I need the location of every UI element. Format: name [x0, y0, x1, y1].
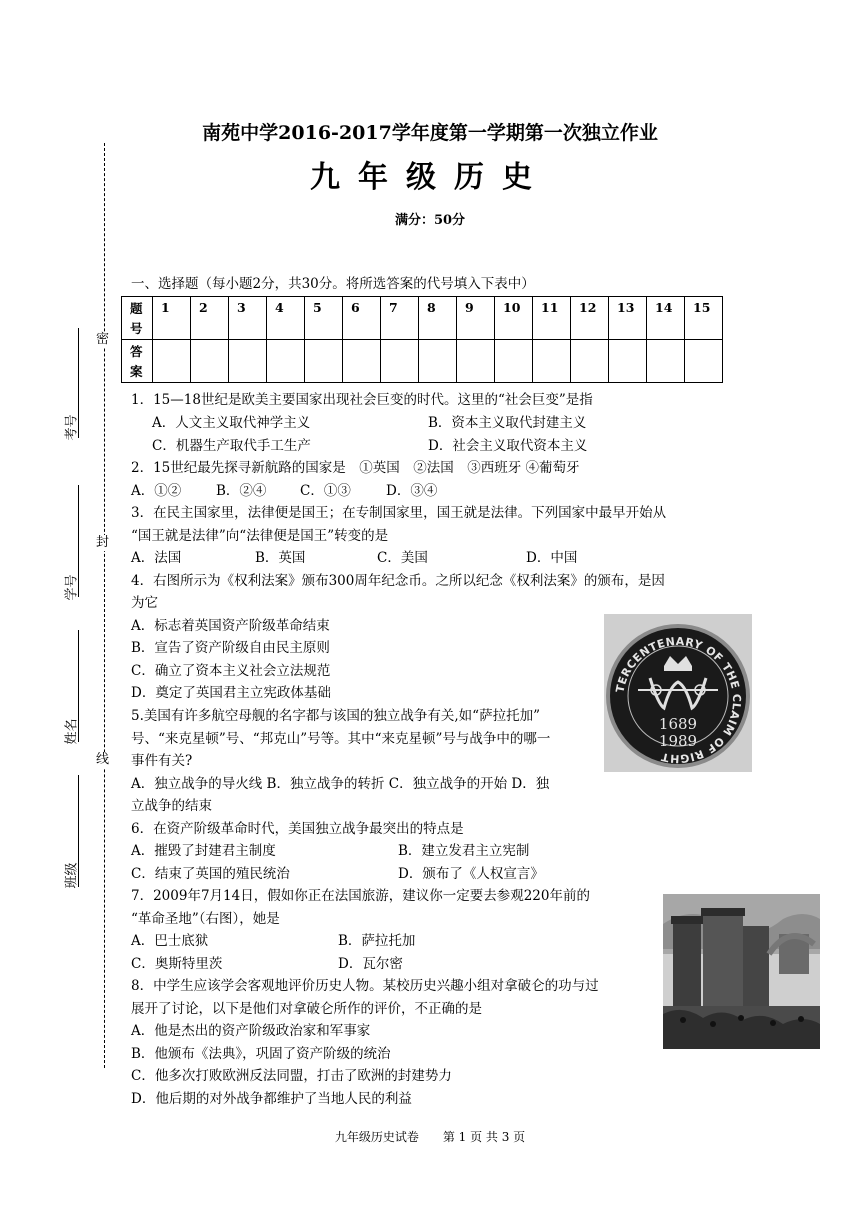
q5-options-cont: 立战争的结束	[131, 798, 212, 814]
table-row-answers	[122, 340, 723, 383]
q3-option-b: B．英国	[255, 550, 306, 566]
q2-option-c: C．①③	[300, 483, 351, 499]
answer-cell-15[interactable]	[685, 340, 723, 383]
answer-cell-1[interactable]	[153, 340, 191, 383]
answer-cell-11[interactable]	[533, 340, 571, 383]
q8-option-a: A．他是杰出的资产阶级政治家和军事家	[131, 1023, 371, 1039]
q5-stem-line1: 5.美国有许多航空母舰的名字都与该国的独立战争有关,如“萨拉托加”	[131, 708, 540, 724]
q1-option-b: B．资本主义取代封建主义	[428, 415, 587, 431]
q3-option-d: D．中国	[526, 550, 578, 566]
q4-option-b: B．宣告了资产阶级自由民主原则	[131, 640, 330, 656]
answer-cell-13[interactable]	[609, 340, 647, 383]
q1-option-d: D．社会主义取代资本主义	[428, 438, 588, 454]
q4-option-d: D．奠定了英国君主立宪政体基础	[131, 685, 331, 701]
coin-year-1989: 1989	[658, 732, 698, 750]
table-cell: 2	[191, 297, 229, 340]
q4-option-c: C．确立了资本主义社会立法规范	[131, 663, 331, 679]
answer-cell-14[interactable]	[647, 340, 685, 383]
answer-cell-7[interactable]	[381, 340, 419, 383]
row-head-tihao: 题 号	[122, 297, 153, 340]
section1-heading: 一、选择题（每小题2分，共30分。将所选答案的代号填入下表中）	[131, 276, 535, 292]
q7-option-b: B．萨拉托加	[338, 933, 416, 949]
q5-stem-line3: 事件有关?	[131, 753, 193, 769]
q8-stem-line2: 展开了讨论，以下是他们对拿破仑所作的评价，不正确的是	[131, 1001, 482, 1017]
q3-stem-line2: “国王就是法律”向“法律便是国王”转变的是	[131, 528, 389, 544]
q1-option-a: A．人文主义取代神学主义	[152, 415, 311, 431]
q2-stem: 2．15世纪最先探寻新航路的国家是 ①英国 ②法国 ③西班牙 ④葡萄牙	[131, 460, 580, 476]
q7-option-d: D．瓦尔密	[338, 956, 403, 972]
answer-cell-6[interactable]	[343, 340, 381, 383]
q8-option-d: D．他后期的对外战争都维护了当地人民的利益	[131, 1091, 412, 1107]
q1-option-c: C．机器生产取代手工生产	[152, 438, 311, 454]
table-cell: 4	[267, 297, 305, 340]
seal-word-feng: 封	[96, 535, 110, 550]
q7-stem-line1: 7．2009年7月14日，假如你正在法国旅游，建议你一定要去参观220年前的	[131, 888, 590, 904]
table-cell: 8	[419, 297, 457, 340]
table-cell: 1	[153, 297, 191, 340]
school-title: 南苑中学2016-2017学年度第一学期第一次独立作业	[202, 122, 658, 144]
table-cell: 6	[343, 297, 381, 340]
answer-table	[121, 296, 723, 383]
bastille-image	[663, 894, 820, 1049]
table-cell: 7	[381, 297, 419, 340]
q4-stem-line2: 为它	[131, 595, 158, 611]
table-cell: 13	[609, 297, 647, 340]
answer-cell-2[interactable]	[191, 340, 229, 383]
seal-word-xian: 线	[96, 752, 110, 767]
q7-option-a: A．巴士底狱	[131, 933, 209, 949]
table-cell: 14	[647, 297, 685, 340]
q3-stem-line1: 3．在民主国家里，法律便是国王；在专制国家里，国王就是法律。下列国家中最早开始从	[131, 505, 667, 521]
q8-option-b: B．他颁布《法典》，巩固了资产阶级的统治	[131, 1046, 391, 1062]
subject-title: 九年级历史	[310, 160, 550, 195]
q1-stem: 1．15—18世纪是欧美主要国家出现社会巨变的时代。这里的“社会巨变”是指	[131, 392, 593, 408]
q6-option-c: C．结束了英国的殖民统治	[131, 866, 290, 882]
q6-option-a: A．摧毁了封建君主制度	[131, 843, 276, 859]
table-cell: 9	[457, 297, 495, 340]
q3-option-c: C．美国	[377, 550, 428, 566]
q4-option-a: A．标志着英国资产阶级革命结束	[131, 618, 330, 634]
answer-cell-10[interactable]	[495, 340, 533, 383]
q8-stem-line1: 8．中学生应该学会客观地评价历史人物。某校历史兴趣小组对拿破仑的功与过	[131, 978, 599, 994]
coin-year-1689: 1689	[658, 715, 698, 733]
q5-stem-line2: 号、“来克星顿”号、“邦克山”号等。其中“来克星顿”号与战争中的哪一	[131, 731, 551, 747]
xuehao-label: 学号	[64, 574, 80, 601]
xingming-label: 姓名	[64, 718, 80, 745]
table-cell: 3	[229, 297, 267, 340]
full-score: 满分：50分	[394, 213, 466, 228]
q2-option-d: D．③④	[386, 483, 438, 499]
q6-stem: 6．在资产阶级革命时代，美国独立战争最突出的特点是	[131, 821, 464, 837]
table-cell: 10	[495, 297, 533, 340]
table-cell: 12	[571, 297, 609, 340]
answer-cell-8[interactable]	[419, 340, 457, 383]
answer-cell-3[interactable]	[229, 340, 267, 383]
kaohao-label: 考号	[64, 414, 80, 441]
table-row-numbers	[122, 297, 723, 340]
q3-option-a: A．法国	[131, 550, 182, 566]
answer-cell-5[interactable]	[305, 340, 343, 383]
q2-option-b: B．②④	[216, 483, 267, 499]
answer-cell-9[interactable]	[457, 340, 495, 383]
coin-ring-text: TERCENTENARY OF THE CLAIM OF RIGHT	[613, 634, 744, 766]
table-cell: 15	[685, 297, 723, 340]
banji-label: 班级	[64, 862, 80, 889]
q7-option-c: C．奥斯特里茨	[131, 956, 223, 972]
page-footer: 九年级历史试卷 第 1 页 共 3 页	[334, 1130, 526, 1144]
q8-option-c: C．他多次打败欧洲反法同盟，打击了欧洲的封建势力	[131, 1068, 452, 1084]
q6-option-b: B．建立发君主立宪制	[398, 843, 530, 859]
bill-of-rights-coin-image	[604, 614, 752, 772]
answer-cell-12[interactable]	[571, 340, 609, 383]
q5-options: A．独立战争的导火线 B．独立战争的转折 C．独立战争的开始 D．独	[131, 776, 550, 792]
row-head-daan: 答 案	[122, 340, 153, 383]
table-cell: 5	[305, 297, 343, 340]
q2-option-a: A．①②	[131, 483, 182, 499]
answer-cell-4[interactable]	[267, 340, 305, 383]
table-cell: 11	[533, 297, 571, 340]
q7-stem-line2: “革命圣地”（右图），她是	[131, 911, 280, 927]
seal-word-mi: 密	[96, 332, 110, 347]
q6-option-d: D．颁布了《人权宣言》	[398, 866, 544, 882]
q4-stem-line1: 4．右图所示为《权利法案》颁布300周年纪念币。之所以纪念《权利法案》的颁布，是因	[131, 573, 665, 589]
seal-dashed-line	[104, 143, 105, 1068]
